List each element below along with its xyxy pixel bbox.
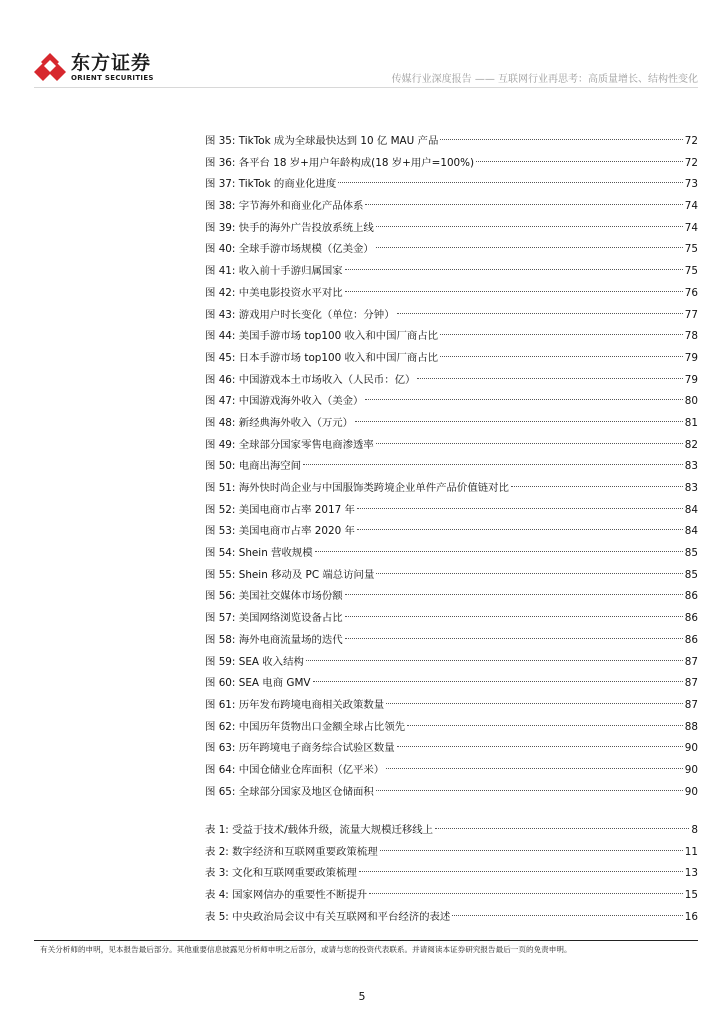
- figure-entry-label: 图 43:: [205, 308, 236, 321]
- figure-entry[interactable]: [205, 630, 698, 652]
- figure-entry-caption: TikTok 的商业化进度: [238, 178, 337, 191]
- figure-entry-label: 图 60:: [205, 677, 236, 690]
- figure-entry[interactable]: [205, 196, 698, 218]
- figure-entry-caption: 中国游戏本土市场收入（人民币：亿）: [238, 373, 416, 386]
- figure-entry-caption: 日本手游市场 top100 收入和中国厂商占比: [238, 351, 439, 364]
- figure-entry-title: [205, 239, 374, 261]
- table-entry-title: [205, 885, 367, 907]
- figure-entry-label: 图 63:: [205, 742, 236, 755]
- figure-entry[interactable]: [205, 500, 698, 522]
- figure-entry-title: [205, 196, 363, 218]
- figure-entry[interactable]: [205, 543, 698, 565]
- figure-entry-page: 85: [684, 568, 698, 581]
- dot-leader: [355, 420, 683, 422]
- figure-entry-caption: 游戏用户时长变化（单位：分钟）: [238, 308, 395, 321]
- dot-leader: [386, 767, 683, 769]
- figure-entry-title: [205, 153, 474, 175]
- figure-entry-caption: Shein 移动及 PC 端总访问量: [238, 568, 375, 581]
- figure-entry-caption: 全球部分国家及地区仓储面积: [238, 785, 374, 798]
- table-entry-caption: 中央政治局会议中有关互联网和平台经济的表述: [232, 910, 451, 923]
- figure-entry-title: [205, 673, 311, 695]
- figure-entry-title: [205, 630, 343, 652]
- dot-leader: [365, 398, 682, 400]
- figure-entry-page: 80: [684, 395, 698, 408]
- figure-entry-page: 81: [684, 416, 698, 429]
- figure-entry-label: 图 56:: [205, 590, 236, 603]
- figure-entry[interactable]: [205, 456, 698, 478]
- dot-leader: [417, 377, 682, 379]
- figure-entry-page: 90: [684, 742, 698, 755]
- dot-leader: [313, 680, 683, 682]
- dot-leader: [376, 225, 683, 227]
- figure-entry-title: [205, 500, 355, 522]
- dot-leader: [345, 615, 683, 617]
- figure-entry-title: [205, 174, 336, 196]
- company-logo: [34, 52, 154, 84]
- dot-leader: [376, 789, 683, 791]
- figure-entry-page: 84: [684, 525, 698, 538]
- figure-entry-page: 79: [684, 351, 698, 364]
- figure-entry-title: [205, 478, 509, 500]
- dot-leader: [338, 181, 682, 183]
- figure-entry-page: 74: [684, 221, 698, 234]
- figure-entry-page: 78: [684, 330, 698, 343]
- dot-leader: [452, 914, 682, 916]
- table-entry[interactable]: [205, 907, 698, 929]
- dot-leader: [306, 659, 683, 661]
- figure-entry[interactable]: [205, 565, 698, 587]
- figure-entry-label: 图 58:: [205, 633, 236, 646]
- dot-leader: [476, 160, 683, 162]
- disclaimer-note: 有关分析师的申明，见本报告最后部分。其他重要信息披露见分析师申明之后部分，或请与您的投资代表联系。并请阅读本证券研究报告最后一页的免责申明。: [40, 945, 572, 954]
- figure-entry-caption: 海外电商流量场的迭代: [238, 633, 343, 646]
- figure-entry-caption: 美国电商市占率 2017 年: [238, 503, 355, 516]
- table-entry-label: 表 1:: [205, 824, 229, 836]
- figure-entry-label: 图 44:: [205, 330, 236, 343]
- table-entry-label: 表 3:: [205, 867, 229, 880]
- table-entry-title: [205, 842, 378, 864]
- figure-entry[interactable]: [205, 391, 698, 413]
- dot-leader: [345, 268, 683, 270]
- dot-leader: [440, 138, 682, 140]
- figure-entry-caption: 全球部分国家零售电商渗透率: [238, 438, 374, 451]
- footer-divider: [34, 940, 698, 941]
- figure-entry-page: 77: [684, 308, 698, 321]
- figure-entry-caption: 新经典海外收入（万元）: [238, 416, 354, 429]
- dot-leader: [303, 463, 683, 465]
- figure-entry-title: [205, 760, 384, 782]
- table-entry-label: 表 2:: [205, 845, 229, 858]
- dot-leader: [369, 892, 683, 894]
- figure-entry-title: [205, 565, 374, 587]
- figure-entry-label: 图 42:: [205, 286, 236, 299]
- figure-entry-title: [205, 218, 374, 240]
- figure-entry-title: [205, 391, 363, 413]
- figure-entry-page: 85: [684, 547, 698, 560]
- dot-leader: [359, 870, 683, 872]
- table-entry-label: 表 5:: [205, 910, 229, 923]
- table-entry-title: [205, 863, 357, 885]
- figure-entry-label: 图 39:: [205, 221, 236, 234]
- figure-entry-caption: 美国电商市占率 2020 年: [238, 525, 355, 538]
- figure-entry-caption: 美国社交媒体市场份额: [238, 590, 343, 603]
- table-entry-label: 表 4:: [205, 889, 229, 902]
- figure-entry[interactable]: [205, 153, 698, 175]
- figure-entry[interactable]: [205, 760, 698, 782]
- figure-entry-label: 图 48:: [205, 416, 236, 429]
- dot-leader: [440, 355, 683, 357]
- dot-leader: [376, 246, 683, 248]
- figure-entry[interactable]: [205, 370, 698, 392]
- figure-entry-caption: TikTok 成为全球最快达到 10 亿 MAU 产品: [238, 135, 439, 147]
- figure-entry-caption: 收入前十手游归属国家: [238, 265, 343, 278]
- figure-entry[interactable]: [205, 218, 698, 240]
- dot-leader: [365, 203, 682, 205]
- table-entry-title: [205, 907, 450, 929]
- figure-entry-title: [205, 435, 374, 457]
- figure-entry-caption: 全球手游市场规模（亿美金）: [238, 243, 374, 256]
- table-index: [205, 820, 698, 928]
- table-entry[interactable]: [205, 863, 698, 885]
- figure-entry-title: [205, 608, 343, 630]
- figure-entry-caption: 中国仓储业仓库面积（亿平米）: [238, 763, 385, 776]
- figure-entry-page: 72: [684, 156, 698, 169]
- brand-name-cn: 东方证券: [71, 52, 152, 74]
- figure-index: [205, 131, 698, 803]
- figure-entry-caption: 字节海外和商业化产品体系: [238, 200, 364, 213]
- table-entry[interactable]: [205, 842, 698, 864]
- figure-entry-label: 图 35:: [205, 135, 236, 147]
- header-divider: [34, 87, 698, 88]
- figure-entry-page: 76: [684, 286, 698, 299]
- figure-entry-title: [205, 586, 343, 608]
- figure-entry[interactable]: [205, 348, 698, 370]
- figure-entry-label: 图 47:: [205, 395, 236, 408]
- figure-entry-title: [205, 543, 313, 565]
- figure-entry-title: [205, 305, 395, 327]
- figure-entry-title: [205, 131, 438, 153]
- dot-leader: [357, 507, 683, 509]
- figure-entry[interactable]: [205, 738, 698, 760]
- dot-leader: [315, 550, 683, 552]
- figure-entry[interactable]: [205, 608, 698, 630]
- figure-entry-title: [205, 695, 384, 717]
- figure-entry-caption: 快手的海外广告投放系统上线: [238, 221, 374, 234]
- table-entry-page: 16: [684, 910, 698, 923]
- orient-securities-logo-icon: [34, 52, 66, 84]
- figure-entry-page: 83: [684, 460, 698, 473]
- dot-leader: [397, 312, 683, 314]
- figure-entry[interactable]: [205, 239, 698, 261]
- figure-entry-label: 图 45:: [205, 351, 236, 364]
- figure-entry[interactable]: [205, 478, 698, 500]
- figure-entry-title: [205, 717, 405, 739]
- brand-name-en: ORIENT SECURITIES: [71, 74, 154, 82]
- figure-entry-title: [205, 782, 374, 804]
- dot-leader: [345, 593, 683, 595]
- figure-entry[interactable]: [205, 283, 698, 305]
- dot-leader: [380, 849, 683, 851]
- figure-entry-title: [205, 521, 355, 543]
- figure-entry[interactable]: [205, 261, 698, 283]
- report-title: 传媒行业深度报告 —— 互联网行业再思考：高质量增长、结构性变化: [391, 74, 698, 85]
- figure-entry-title: [205, 348, 438, 370]
- figure-entry-label: 图 65:: [205, 785, 236, 798]
- figure-entry-label: 图 38:: [205, 200, 236, 213]
- dot-leader: [345, 290, 683, 292]
- figure-entry-title: [205, 370, 415, 392]
- figure-entry-caption: 中国游戏海外收入（美金）: [238, 395, 364, 408]
- table-entry-page: 8: [691, 824, 698, 836]
- figure-entry-title: [205, 283, 343, 305]
- table-entry-page: 13: [684, 867, 698, 880]
- dot-leader: [376, 442, 683, 444]
- figure-entry-page: 72: [684, 135, 698, 147]
- dot-leader: [397, 745, 683, 747]
- figure-entry-page: 73: [684, 178, 698, 191]
- figure-entry-page: 87: [684, 677, 698, 690]
- table-entry[interactable]: [205, 885, 698, 907]
- figure-entry-label: 图 46:: [205, 373, 236, 386]
- figure-entry[interactable]: [205, 174, 698, 196]
- table-entry-caption: 受益于技术/载体升级，流量大规模迁移线上: [232, 824, 434, 836]
- figure-entry-caption: 海外快时尚企业与中国服饰类跨境企业单件产品价值链对比: [238, 482, 509, 494]
- figure-entry-page: 90: [684, 785, 698, 798]
- figure-entry[interactable]: [205, 305, 698, 327]
- figure-entry-page: 82: [684, 438, 698, 451]
- figure-entry-label: 图 37:: [205, 178, 236, 191]
- figure-entry-label: 图 53:: [205, 525, 236, 538]
- figure-entry-label: 图 57:: [205, 612, 236, 625]
- dot-leader: [435, 827, 689, 829]
- figure-entry-title: [205, 456, 301, 478]
- figure-entry-caption: SEA 电商 GMV: [238, 677, 311, 690]
- dot-leader: [386, 702, 683, 704]
- figure-entry-label: 图 36:: [205, 156, 236, 169]
- figure-entry-page: 90: [684, 763, 698, 776]
- figure-entry-caption: 中美电影投资水平对比: [238, 286, 343, 299]
- figure-entry-label: 图 51:: [205, 482, 236, 494]
- figure-entry[interactable]: [205, 695, 698, 717]
- figure-entry-caption: 各平台 18 岁+用户年龄构成(18 岁+用户=100%): [238, 156, 475, 169]
- figure-entry-label: 图 50:: [205, 460, 236, 473]
- figure-entry-title: [205, 738, 395, 760]
- figure-entry-label: 图 41:: [205, 265, 236, 278]
- figure-entry-page: 75: [684, 265, 698, 278]
- figure-entry[interactable]: [205, 717, 698, 739]
- figure-entry-page: 87: [684, 698, 698, 711]
- figure-entry[interactable]: [205, 131, 698, 153]
- figure-entry[interactable]: [205, 413, 698, 435]
- figure-entry-title: [205, 261, 343, 283]
- figure-entry-caption: 美国手游市场 top100 收入和中国厂商占比: [238, 330, 439, 343]
- figure-entry[interactable]: [205, 586, 698, 608]
- figure-entry[interactable]: [205, 673, 698, 695]
- dot-leader: [440, 333, 683, 335]
- figure-entry-label: 图 54:: [205, 547, 236, 560]
- figure-entry-label: 图 52:: [205, 503, 236, 516]
- dot-leader: [511, 485, 683, 487]
- figure-entry[interactable]: [205, 521, 698, 543]
- figure-entry-label: 图 40:: [205, 243, 236, 256]
- table-entry-page: 15: [684, 889, 698, 902]
- dot-leader: [345, 637, 683, 639]
- dot-leader: [376, 572, 682, 574]
- figure-entry-page: 86: [684, 590, 698, 603]
- figure-entry-label: 图 49:: [205, 438, 236, 451]
- table-entry-title: [205, 820, 433, 842]
- figure-entry-caption: 历年跨境电子商务综合试验区数量: [238, 742, 395, 755]
- figure-entry-caption: Shein 营收规模: [238, 547, 313, 560]
- figure-entry-page: 79: [684, 373, 698, 386]
- figure-entry-caption: 中国历年货物出口金额全球占比领先: [238, 720, 405, 733]
- table-entry[interactable]: [205, 820, 698, 842]
- figure-entry-label: 图 61:: [205, 698, 236, 711]
- figure-entry-page: 75: [684, 243, 698, 256]
- table-entry-caption: 数字经济和互联网重要政策梳理: [232, 845, 378, 858]
- figure-entry[interactable]: [205, 652, 698, 674]
- figure-entry-caption: 电商出海空间: [238, 460, 302, 473]
- figure-entry[interactable]: [205, 435, 698, 457]
- figure-entry-label: 图 64:: [205, 763, 236, 776]
- figure-entry-page: 83: [684, 482, 698, 494]
- table-entry-page: 11: [684, 845, 698, 858]
- figure-entry-page: 87: [684, 655, 698, 668]
- figure-entry-title: [205, 652, 304, 674]
- figure-entry-page: 86: [684, 612, 698, 625]
- figure-entry[interactable]: [205, 326, 698, 348]
- figure-entry-label: 图 62:: [205, 720, 236, 733]
- table-entry-caption: 文化和互联网重要政策梳理: [232, 867, 357, 880]
- figure-entry-title: [205, 326, 438, 348]
- figure-entry-page: 86: [684, 633, 698, 646]
- table-entry-caption: 国家网信办的重要性不断提升: [232, 889, 368, 902]
- figure-entry-page: 88: [684, 720, 698, 733]
- dot-leader: [407, 724, 683, 726]
- dot-leader: [357, 528, 683, 530]
- figure-entry-page: 74: [684, 200, 698, 213]
- figure-entry-caption: 美国网络浏览设备占比: [238, 612, 343, 625]
- figure-entry-label: 图 55:: [205, 568, 236, 581]
- figure-entry-title: [205, 413, 353, 435]
- figure-entry-label: 图 59:: [205, 655, 236, 668]
- page-number: 5: [358, 990, 366, 1003]
- figure-entry-caption: SEA 收入结构: [238, 655, 304, 668]
- figure-entry-caption: 历年发布跨境电商相关政策数量: [238, 698, 385, 711]
- figure-entry-page: 84: [684, 503, 698, 516]
- figure-entry[interactable]: [205, 782, 698, 804]
